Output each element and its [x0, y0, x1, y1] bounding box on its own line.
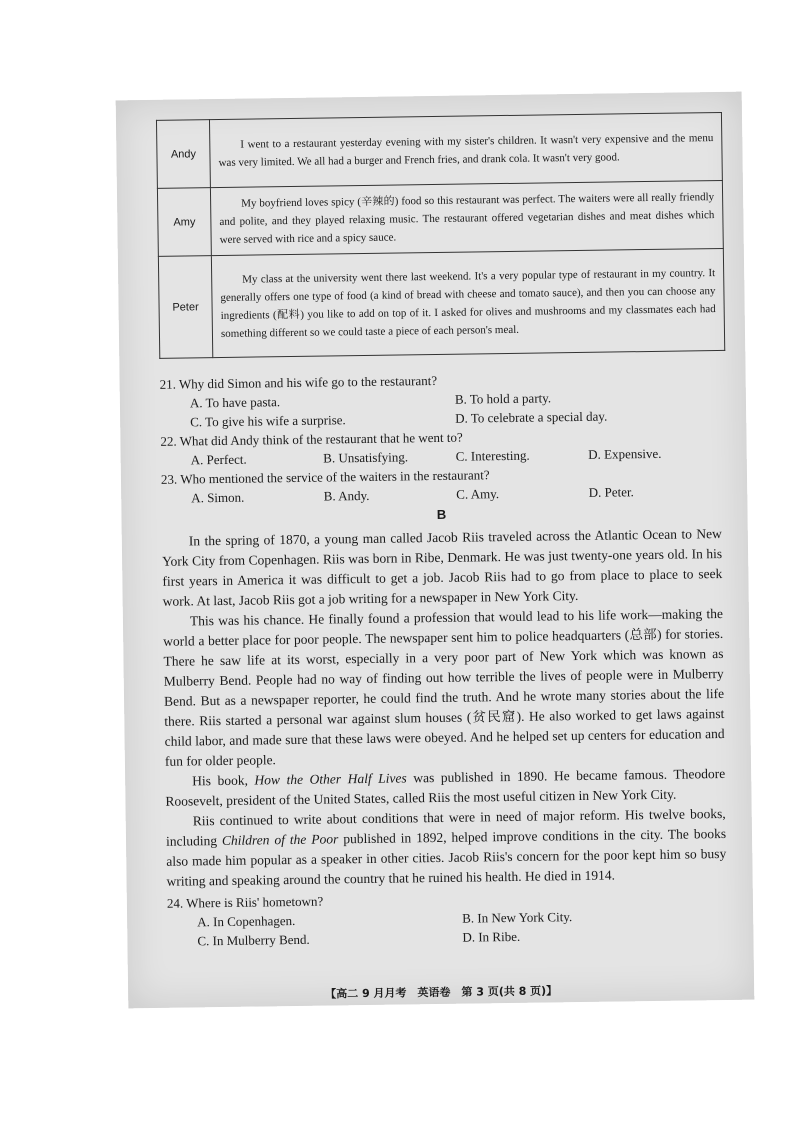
option-b: B. Unsatisfying.: [323, 449, 409, 466]
review-text: I went to a restaurant yesterday evening with my sister's children. It wasn't very expensive and the menu was very limited. We all had a burger and French fries, and drank cola. It wasn't very good.: [209, 112, 722, 187]
option-a: A. To have pasta.: [189, 394, 281, 411]
paragraph-text: was published in 1890. He became famous. Theodore Roosevelt, president of the United States, called Riis the most useful citizen in New York City.: [165, 765, 726, 809]
reviewer-name: Amy: [157, 188, 211, 257]
option-c: C. Interesting.: [455, 447, 530, 464]
section-heading: B: [436, 506, 447, 522]
option-d: D. Expensive.: [588, 445, 662, 462]
option-d: D. Peter.: [588, 484, 634, 500]
book-title: Children of the Poor: [221, 831, 339, 849]
review-row: [156, 112, 722, 188]
option-a: A. Perfect.: [190, 451, 247, 468]
option-b: B. Andy.: [323, 487, 370, 504]
reviewer-name: Peter: [158, 256, 212, 359]
question-22: [160, 424, 720, 470]
question-24: [167, 886, 728, 951]
paragraph-text: Riis continued to write about conditions that were in need of major reform. His twelve books, including: [165, 805, 726, 849]
option-d: D. In Ribe.: [462, 928, 521, 945]
questions-area: [160, 367, 728, 951]
passage-paragraph: In the spring of 1870, a young man called Jacob Riis traveled across the Atlantic Ocean to New York City from Copenhagen. Riis was born in Ribe, Denmark. He was just twenty-one years old. In his first years in America it was difficult to get a job. Jacob Riis had to go from place to place to seek work. At last, Jacob Riis got a job writing for a newspaper in New York City.: [162, 525, 723, 609]
question-stem: 23. Who mentioned the service of the waiters in the restaurant?: [160, 467, 490, 487]
question-21: [160, 367, 721, 432]
review-text: My boyfriend loves spicy (辛辣的) food so this restaurant was perfect. The waiters were all really friendly and polite, and they played relaxing music. The restaurant offered vegetarian dishes and meat dishes which were served with rice and a spicy sauce.: [210, 180, 723, 255]
review-row: [157, 180, 723, 256]
book-title: How the Other Half Lives: [254, 770, 407, 788]
review-row: [158, 248, 724, 358]
paragraph-text: His book,: [192, 772, 255, 789]
passage-paragraph: This was his chance. He finally found a profession that would lead to his life work—making the world a better place for poor people. The newspaper sent him to police headquarters (总部) for stories. There he saw life at its worst, especially in a very poor part of New York which was known as Mulberry Bend. People had no way of finding out how terrible the lives of people were in Mulberry Bend. But as a newspaper reporter, he could find the truth. And he wrote many stories about the life there. Riis started a personal war against slum houses (贫民窟). He also worked to get laws against child labor, and made sure that these laws were obeyed. And he helped set up centers for education and fun for older people.: [163, 605, 725, 769]
option-c: C. In Mulberry Bend.: [197, 931, 310, 949]
page-footer: 【高二 9 月月考 英语卷 第 3 页(共 8 页)】: [325, 984, 558, 1001]
option-a: A. Simon.: [191, 489, 245, 506]
paragraph-text: published in 1892, helped improve conditions in the city. The books also made him popular as a speaker in other cities. Jacob Riis's concern for the poor kept him so busy writing and speaking around the country that he ruined his health. He died in 1914.: [166, 825, 727, 889]
reviews-table: [156, 112, 725, 359]
option-a: A. In Copenhagen.: [197, 912, 296, 930]
question-stem: 22. What did Andy think of the restaurant that he went to?: [160, 429, 463, 449]
scanned-page: [116, 92, 755, 1009]
option-d: D. To celebrate a special day.: [455, 408, 608, 426]
option-c: C. Amy.: [456, 486, 500, 502]
reviewer-name: Andy: [156, 120, 210, 189]
review-text: My class at the university went there last weekend. It's a very popular type of restaurant in my country. It generally offers one type of food (a kind of bread with cheese and tomato sauce), and then you can choose any ingredients (配料) you like to add on top of it. I asked for olives and mushrooms and my classmates each had something different so we could taste a piece of each person's meal.: [211, 248, 724, 357]
passage-paragraph: [166, 804, 727, 892]
reading-passage: [162, 524, 727, 892]
question-23: [161, 462, 721, 508]
option-b: B. To hold a party.: [454, 390, 552, 407]
option-b: B. In New York City.: [462, 909, 573, 926]
question-stem: 21. Why did Simon and his wife go to the restaurant?: [159, 372, 438, 392]
option-c: C. To give his wife a surprise.: [190, 412, 346, 430]
question-stem: 24. Where is Riis' hometown?: [166, 893, 324, 911]
